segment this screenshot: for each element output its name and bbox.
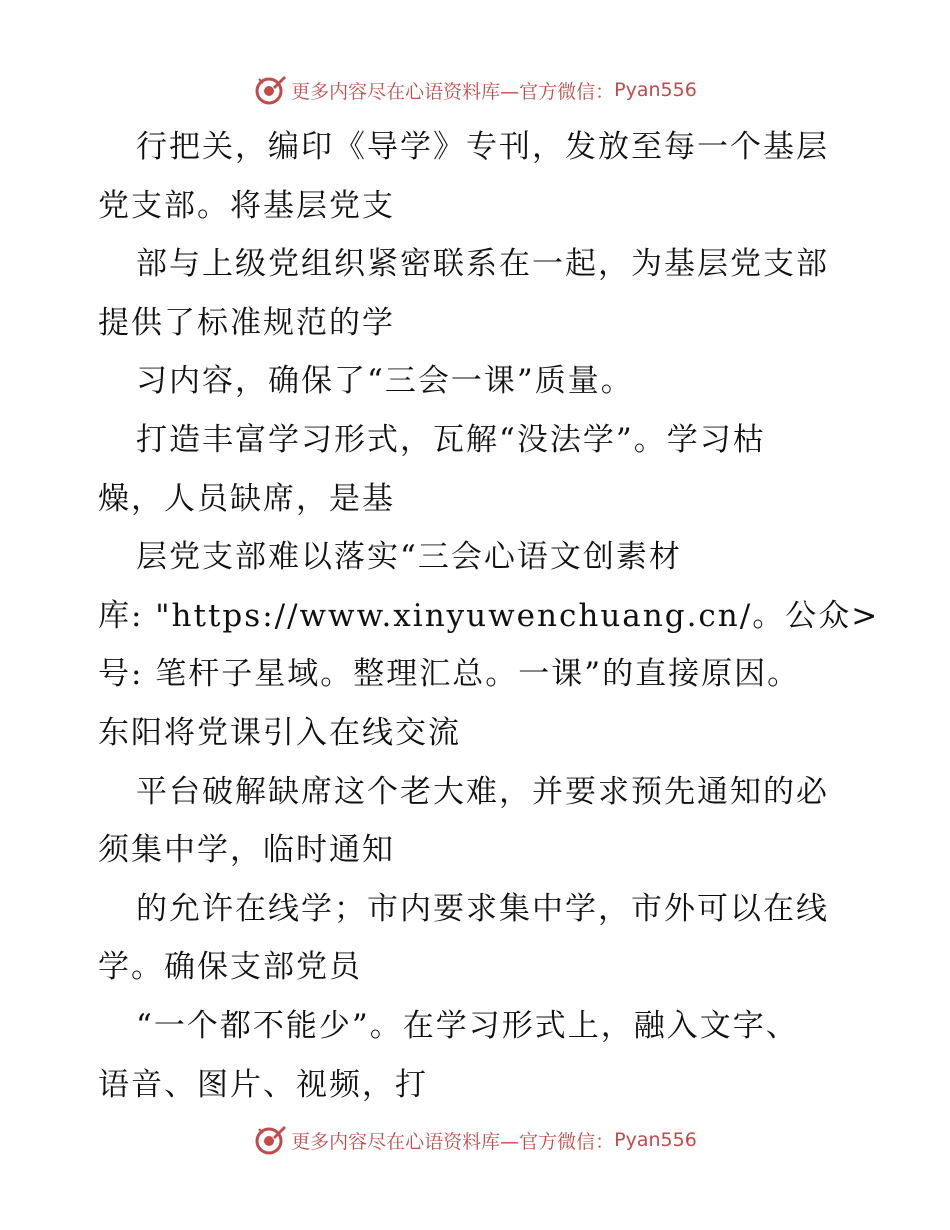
watermark-text: 更多内容尽在心语资料库—官方微信： — [291, 1130, 615, 1153]
text-line: 须集中学，临时通知 — [98, 832, 395, 869]
text-line: 东阳将党课引入在线交流 — [98, 714, 461, 751]
text-line: 部与上级党组织紧密联系在一起，为基层党支部 — [136, 246, 829, 283]
text-line: 提供了标准规范的学 — [98, 304, 395, 341]
logo-pen-icon — [253, 1123, 287, 1157]
text-line: 行把关，编印《导学》专刊，发放至每一个基层 — [136, 129, 829, 165]
text-line: 层党支部难以落实“三会心语文创素材 — [136, 539, 682, 576]
text-line: 学。确保支部党员 — [98, 949, 362, 986]
logo-pen-icon — [253, 73, 287, 107]
text-line: 语音、图片、视频，打 — [98, 1066, 428, 1103]
text-line: 党支部。将基层党支 — [98, 187, 395, 224]
text-line: 习内容，确保了“三会一课”质量。 — [136, 363, 634, 400]
watermark-text: 更多内容尽在心语资料库—官方微信： — [291, 80, 615, 103]
text-line: “一个都不能少”。在学习形式上，融入文字、 — [136, 1007, 799, 1044]
text-line: 的允许在线学；市内要求集中学，市外可以在线 — [136, 890, 829, 927]
text-line: 号: 笔杆子星域。整理汇总。一课”的直接原因。 — [98, 656, 801, 693]
text-line: 燥，人员缺席，是基 — [98, 480, 395, 517]
text-line: 打造丰富学习形式，瓦解“没法学”。学习枯 — [136, 421, 766, 458]
text-line: 平台破解缺席这个老大难，并要求预先通知的必 — [136, 773, 829, 810]
header-watermark — [0, 70, 950, 110]
document-body — [98, 118, 880, 1114]
watermark-wechat-id: Pyan556 — [614, 79, 697, 101]
watermark-wechat-id: Pyan556 — [614, 1129, 697, 1151]
footer-watermark — [0, 1120, 950, 1160]
text-line: 库: "https://www.xinyuwenchuang.cn/。公众> — [98, 597, 880, 634]
